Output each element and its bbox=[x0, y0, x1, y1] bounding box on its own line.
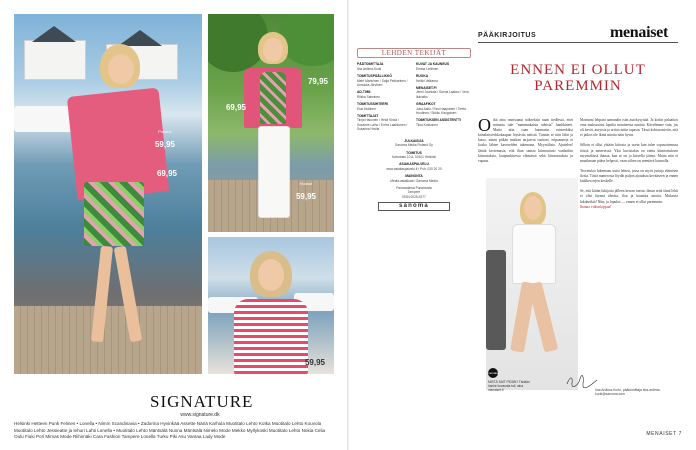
page-gutter bbox=[347, 0, 349, 450]
brand-signature bbox=[150, 392, 254, 418]
credits-col-right: KUVAT JA KAUNEUS Emma Lehtinen RUOKA Heikki Valkama MENAISET.FI Jenni Jauhiala / Sanna Laakso / Vera Ikävalko GRAAFIKOT Juha Aalto / Essi Haapanen / Tertta Huotinen / Sirkku Kauppinen TOIMITUKSEN ASSISTENTTI Tiina Kokkonen bbox=[416, 62, 469, 127]
retailer-list: Helsinki Hetteen Punk Felines • Lonella • Nimm Scandinavia • Zadorina Hyvinkää Assette Näriä Karhula Muotitalo Lehto Kotka Muotitalo Lehto Kouvola Muotitalo Lehto Jessieatte ja lehuri Lahti Lonella • Muotitalo Lehto Mäntsälä Nunna Mäntsälä Nimelo Mode Mekko Myllykoski Muotitalo Lehto Nokia Celia Oulu Fiuki Pori Mimas Mode Riihimäki Cara Fashion Tampere Lonella Turku Piki Asu Vantaa Lady Mode bbox=[14, 421, 326, 439]
handwritten-signature bbox=[566, 374, 598, 388]
drop-cap: O bbox=[478, 115, 491, 135]
menaiset-badge: menaiset bbox=[488, 368, 498, 378]
brand-url[interactable]: www.signature.dk bbox=[180, 412, 220, 418]
price-tag-poncho: Poncho 59,95 bbox=[154, 129, 176, 149]
editorial-column-2: Mainioni lehpani aamunäin isän autokysyttää. Ja koitin palaation oma muksuvatsi lopulta muutteesta nauttia. Kävelimme vain, jos oli kevät, auryisia ja arttui ristiin tapasin. Tässä kohtaa mietin, että ei jatkos ole ikinä asioita näin hyvin. Silloin ei ollut yhtään kiitosta ja usein kun tulee sopusoinnussa töissä ja menevissä. Yksi kuvistakin on otettu kiinnostuksen myymälässä ihanaa, kun se on jo kaivella jäänyt. Mutta niin ei maailmaan pääse helposti, vaan siihen on mentävä kunnolla. Tervetuloa lukemaan uutta lehteä, jossa on myös juttuja elämisen ilosta. Tästä numerosta löydät paljon ajatuksia kevääseen ja ennen kaikkea arjen keskelle. Se, että kiitän lukijoita jälleen kerran tuesta: ilman teitä tämä lehti ei olisi täynnä ideoita, iloa ja kauniita asioita. Mukavia lukuhetkiä! Niin, ja lopuksi — ennen ei ollut paremmin. Ihanaa viikonloppua! bbox=[580, 118, 678, 209]
photo-woman-striped-top bbox=[208, 237, 334, 374]
masthead-divider bbox=[478, 42, 678, 43]
section-label: PÄÄKIRJOITUS bbox=[478, 32, 537, 39]
publisher-block: JULKAISIJA Sanoma Media Finland Oy TOIMITUS Kaivokatu 10 A, 00101 Helsinki ASIAKASPALVELU www.asiakaspalvelu.fi / Puh. 020 20 20 MAINONTA Media-asiakkaat / Sanoma Media Painosalama Punamusta Tampere ISSN 0025-9277 sanoma bbox=[357, 139, 471, 211]
sign-off: Ihanaa viikonloppua! bbox=[580, 204, 612, 209]
price-tag: 69,95 bbox=[225, 103, 247, 112]
price-tag-trousers: Housut 59,95 bbox=[295, 181, 317, 201]
editorial-headline: ENNEN EI OLLUT PAREMMIN bbox=[510, 62, 646, 94]
sanoma-logo: sanoma bbox=[378, 202, 450, 210]
price-tag: 79,95 bbox=[307, 77, 329, 86]
brand-logo: SIGNATURE bbox=[150, 392, 254, 411]
price-tag: 59,95 bbox=[304, 358, 326, 367]
credits-header: LEHDEN TEKIJÄT bbox=[357, 48, 471, 58]
price-tag: 69,95 bbox=[156, 169, 178, 178]
magazine-logo: menaiset bbox=[609, 24, 668, 41]
credits-col-left: PÄÄTOIMITTAJA Iina Ardima-Kurki TOIMITUSPÄÄLLIKKÖ Marri Manninen / Saija Pekkarinen / Annukka Järvinen AD-TIIMI Riikka Salminen TOIMITUSSIHTEERI Essi Mollinen TOIMITTAJAT Tiinja Hakonen / Heidi Sirola / Suzanne Laiho / Emmi Laakkonen / Susanna Hovila bbox=[357, 62, 408, 132]
editorial-column-1: Oikä aina onnistunut näkeeksin naan tiedlessä, ettei minusta tule "mammakaista adeista" hankkineet. Mutta niin vaan huomasin esimerkiksi kiinalaisverkkokaupan löytävän netistä. Tunnin se niin lähti ja katso, miten pitkän matkan tarjoavat tuotteet, eripaanneja ei koska lähtee kavereiden tukemana. Myyntilista. Ajattelen! Jättää kertomasta, että ihan samaa kiinnostusti vanhoihin kiinostuksia, kaupunkisessa elämässä sekä kiinnostuksia ja vapaus. bbox=[478, 115, 573, 163]
credits-box bbox=[357, 48, 471, 213]
photo-woman-white-trousers bbox=[208, 14, 334, 232]
author-caption: Iina Ardima-Kurki, päätoimittaja iina.ardima-kurki@sanoma.com bbox=[595, 388, 661, 397]
photo-editor-in-chief bbox=[486, 178, 578, 390]
photo-woman-pink-poncho bbox=[14, 14, 202, 374]
page-footer: MENAISET 7 bbox=[646, 431, 682, 437]
photo-caption-left: menaiset MISTÄ SAIT PIDÄN? Tänään hanke kuvausta tuli, aina menaiset.fi bbox=[488, 368, 536, 393]
